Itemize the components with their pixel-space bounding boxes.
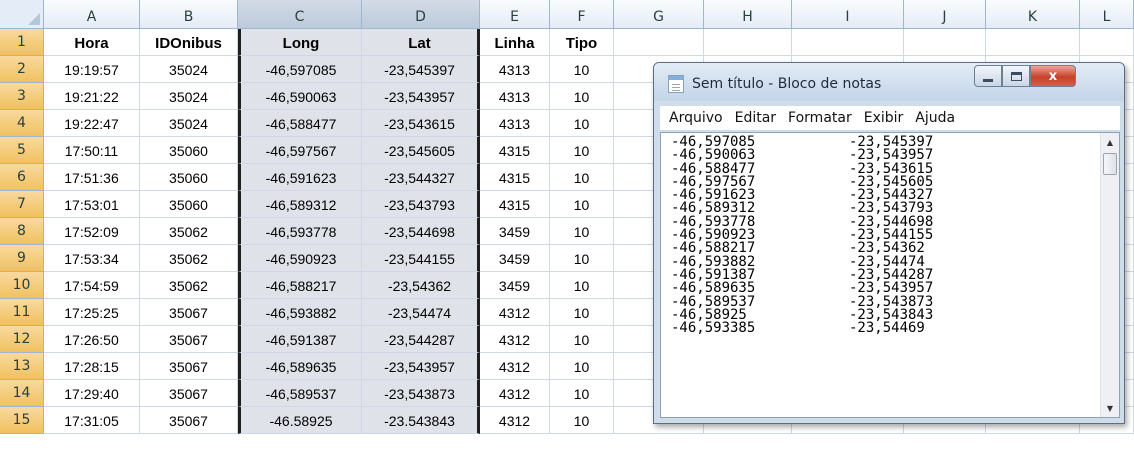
cell-f7[interactable]: 10 — [550, 191, 614, 218]
cell-e1[interactable]: Linha — [480, 29, 550, 56]
notepad-longitude: -46,589635 — [671, 280, 756, 297]
cell-a9[interactable]: 17:53:34 — [44, 245, 140, 272]
column-header-d[interactable]: D — [362, 0, 480, 29]
row-header[interactable]: 13 — [0, 353, 44, 380]
cell-a15[interactable]: 17:31:05 — [44, 407, 140, 434]
cell-c8[interactable]: -46,593778 — [238, 218, 362, 245]
cell-d7[interactable]: -23,543793 — [362, 191, 480, 218]
cell-b6[interactable]: 35060 — [140, 164, 238, 191]
notepad-longitude: -46,593882 — [671, 253, 756, 270]
row-header[interactable]: 12 — [0, 326, 44, 353]
cell-f3[interactable]: 10 — [550, 83, 614, 110]
cell-e13[interactable]: 4312 — [480, 353, 550, 380]
cell-f8[interactable]: 10 — [550, 218, 614, 245]
cell-f6[interactable]: 10 — [550, 164, 614, 191]
cell-b3[interactable]: 35024 — [140, 83, 238, 110]
notepad-latitude: -23,544698 — [849, 213, 934, 230]
notepad-latitude: -23,543957 — [849, 280, 934, 297]
row-header[interactable]: 4 — [0, 110, 44, 137]
row-header[interactable]: 3 — [0, 83, 44, 110]
notepad-longitude: -46,597567 — [671, 173, 756, 190]
notepad-latitude: -23,545605 — [849, 173, 934, 190]
column-header-row — [0, 0, 1134, 29]
notepad-longitude: -46,597085 — [671, 134, 756, 150]
row-header[interactable]: 6 — [0, 164, 44, 191]
cell-k1[interactable] — [986, 29, 1080, 56]
notepad-line — [671, 322, 933, 335]
cell-f2[interactable]: 10 — [550, 56, 614, 83]
cell-f13[interactable]: 10 — [550, 353, 614, 380]
cell-a8[interactable]: 17:52:09 — [44, 218, 140, 245]
notepad-icon — [668, 75, 684, 93]
cell-c1[interactable]: Long — [238, 29, 362, 56]
cell-b14[interactable]: 35067 — [140, 380, 238, 407]
cell-c2[interactable]: -46,597085 — [238, 56, 362, 83]
cell-a5[interactable]: 17:50:11 — [44, 137, 140, 164]
menu-exibir[interactable]: Exibir — [863, 110, 904, 126]
notepad-latitude: -23,54469 — [849, 320, 925, 337]
cell-b15[interactable]: 35067 — [140, 407, 238, 434]
cell-f1[interactable]: Tipo — [550, 29, 614, 56]
cell-d6[interactable]: -23,544327 — [362, 164, 480, 191]
cell-d13[interactable]: -23,543957 — [362, 353, 480, 380]
cell-g1[interactable] — [614, 29, 704, 56]
cell-b5[interactable]: 35060 — [140, 137, 238, 164]
cell-b2[interactable]: 35024 — [140, 56, 238, 83]
minimize-icon — [983, 79, 993, 82]
cell-e5[interactable]: 4315 — [480, 137, 550, 164]
close-button[interactable] — [1030, 65, 1076, 87]
notepad-longitude: -46,590063 — [671, 147, 756, 164]
column-header-l[interactable]: L — [1080, 0, 1134, 29]
notepad-longitude: -46,591623 — [671, 187, 756, 204]
notepad-longitude: -46,593385 — [671, 320, 756, 337]
cell-b9[interactable]: 35062 — [140, 245, 238, 272]
cell-c6[interactable]: -46,591623 — [238, 164, 362, 191]
cell-a6[interactable]: 17:51:36 — [44, 164, 140, 191]
row-header[interactable]: 1 — [0, 29, 44, 56]
column-header-b[interactable]: B — [140, 0, 238, 29]
notepad-window[interactable] — [653, 62, 1125, 424]
cell-e7[interactable]: 4315 — [480, 191, 550, 218]
cell-e9[interactable]: 3459 — [480, 245, 550, 272]
cell-f9[interactable]: 10 — [550, 245, 614, 272]
column-header-c[interactable]: C — [238, 0, 362, 29]
scroll-down-icon[interactable]: ▼ — [1106, 403, 1114, 413]
cell-a4[interactable]: 19:22:47 — [44, 110, 140, 137]
notepad-titlebar[interactable] — [654, 63, 1124, 101]
notepad-longitude: -46,591387 — [671, 266, 756, 283]
cell-d12[interactable]: -23,544287 — [362, 326, 480, 353]
row-header[interactable]: 10 — [0, 272, 44, 299]
cell-a7[interactable]: 17:53:01 — [44, 191, 140, 218]
row-header[interactable]: 7 — [0, 191, 44, 218]
notepad-text-area[interactable] — [660, 132, 1120, 418]
notepad-latitude: -23,543873 — [849, 293, 934, 310]
cell-c7[interactable]: -46,589312 — [238, 191, 362, 218]
row-header[interactable]: 15 — [0, 407, 44, 434]
cell-a11[interactable]: 17:25:25 — [44, 299, 140, 326]
cell-c10[interactable]: -46,588217 — [238, 272, 362, 299]
select-all-corner[interactable] — [0, 0, 44, 29]
cell-b12[interactable]: 35067 — [140, 326, 238, 353]
notepad-longitude: -46,593778 — [671, 213, 756, 230]
cell-b7[interactable]: 35060 — [140, 191, 238, 218]
table-row — [0, 29, 1134, 56]
cell-d3[interactable]: -23,543957 — [362, 83, 480, 110]
cell-c12[interactable]: -46,591387 — [238, 326, 362, 353]
column-header-g[interactable]: G — [614, 0, 704, 29]
minimize-button[interactable] — [974, 65, 1002, 87]
cell-c15[interactable]: -46.58925 — [238, 407, 362, 434]
cell-l1[interactable] — [1080, 29, 1134, 56]
cell-f12[interactable]: 10 — [550, 326, 614, 353]
scrollbar-thumb[interactable] — [1103, 153, 1117, 175]
cell-a14[interactable]: 17:29:40 — [44, 380, 140, 407]
row-header[interactable]: 9 — [0, 245, 44, 272]
menu-arquivo[interactable]: Arquivo — [669, 110, 723, 126]
cell-f15[interactable]: 10 — [550, 407, 614, 434]
cell-h1[interactable] — [704, 29, 792, 56]
cell-d4[interactable]: -23,543615 — [362, 110, 480, 137]
cell-d2[interactable]: -23,545397 — [362, 56, 480, 83]
row-header[interactable]: 11 — [0, 299, 44, 326]
menu-ajuda[interactable]: Ajuda — [915, 110, 956, 126]
cell-a1[interactable]: Hora — [44, 29, 140, 56]
menu-editar[interactable]: Editar — [734, 110, 777, 126]
column-header-j[interactable]: J — [904, 0, 986, 29]
cell-e2[interactable]: 4313 — [480, 56, 550, 83]
cell-c11[interactable]: -46,593882 — [238, 299, 362, 326]
notepad-latitude: -23,54362 — [849, 240, 925, 257]
cell-e6[interactable]: 4315 — [480, 164, 550, 191]
row-header[interactable]: 5 — [0, 137, 44, 164]
cell-b4[interactable]: 35024 — [140, 110, 238, 137]
cell-j1[interactable] — [904, 29, 986, 56]
cell-b11[interactable]: 35067 — [140, 299, 238, 326]
row-header[interactable]: 14 — [0, 380, 44, 407]
column-header-f[interactable]: F — [550, 0, 614, 29]
cell-d15[interactable]: -23.543843 — [362, 407, 480, 434]
row-header[interactable]: 8 — [0, 218, 44, 245]
cell-e4[interactable]: 4313 — [480, 110, 550, 137]
cell-b10[interactable]: 35062 — [140, 272, 238, 299]
notepad-title: Sem título - Bloco de notas — [692, 76, 882, 92]
cell-c5[interactable]: -46,597567 — [238, 137, 362, 164]
select-all-triangle-icon — [28, 13, 40, 25]
notepad-latitude: -23,545397 — [849, 134, 934, 150]
cell-a10[interactable]: 17:54:59 — [44, 272, 140, 299]
cell-d1[interactable]: Lat — [362, 29, 480, 56]
notepad-longitude: -46,589537 — [671, 293, 756, 310]
notepad-latitude: -23,543957 — [849, 147, 934, 164]
notepad-latitude: -23,544327 — [849, 187, 934, 204]
close-icon: x — [1048, 68, 1058, 84]
cell-c14[interactable]: -46,589537 — [238, 380, 362, 407]
cell-e11[interactable]: 4312 — [480, 299, 550, 326]
column-header-k[interactable]: K — [986, 0, 1080, 29]
cell-a2[interactable]: 19:19:57 — [44, 56, 140, 83]
cell-f4[interactable]: 10 — [550, 110, 614, 137]
cell-e12[interactable]: 4312 — [480, 326, 550, 353]
column-header-h[interactable]: H — [704, 0, 792, 29]
notepad-menubar — [660, 106, 1120, 130]
cell-d5[interactable]: -23,545605 — [362, 137, 480, 164]
cell-b13[interactable]: 35067 — [140, 353, 238, 380]
notepad-latitude: -23,543843 — [849, 306, 934, 323]
cell-b8[interactable]: 35062 — [140, 218, 238, 245]
cell-d8[interactable]: -23,544698 — [362, 218, 480, 245]
cell-d11[interactable]: -23,54474 — [362, 299, 480, 326]
notepad-latitude: -23,543615 — [849, 160, 934, 177]
column-header-e[interactable]: E — [480, 0, 550, 29]
notepad-text — [671, 136, 933, 335]
cell-e15[interactable]: 4312 — [480, 407, 550, 434]
cell-a3[interactable]: 19:21:22 — [44, 83, 140, 110]
cell-a12[interactable]: 17:26:50 — [44, 326, 140, 353]
column-header-a[interactable]: A — [44, 0, 140, 29]
cell-c9[interactable]: -46,590923 — [238, 245, 362, 272]
notepad-longitude: -46,58925 — [671, 306, 747, 323]
cell-c3[interactable]: -46,590063 — [238, 83, 362, 110]
cell-d14[interactable]: -23,543873 — [362, 380, 480, 407]
cell-b1[interactable]: IDOnibus — [140, 29, 238, 56]
scroll-up-icon[interactable]: ▲ — [1106, 137, 1114, 147]
vertical-scrollbar[interactable] — [1100, 133, 1119, 417]
cell-c13[interactable]: -46,589635 — [238, 353, 362, 380]
notepad-latitude: -23,543793 — [849, 200, 934, 217]
column-header-i[interactable]: I — [792, 0, 904, 29]
cell-a13[interactable]: 17:28:15 — [44, 353, 140, 380]
row-header[interactable]: 2 — [0, 56, 44, 83]
cell-f5[interactable]: 10 — [550, 137, 614, 164]
menu-formatar[interactable]: Formatar — [788, 110, 852, 126]
cell-i1[interactable] — [792, 29, 904, 56]
cell-d10[interactable]: -23,54362 — [362, 272, 480, 299]
cell-e10[interactable]: 3459 — [480, 272, 550, 299]
cell-e14[interactable]: 4312 — [480, 380, 550, 407]
cell-f11[interactable]: 10 — [550, 299, 614, 326]
cell-f10[interactable]: 10 — [550, 272, 614, 299]
maximize-button[interactable] — [1002, 65, 1030, 87]
cell-f14[interactable]: 10 — [550, 380, 614, 407]
notepad-latitude: -23,544287 — [849, 266, 934, 283]
cell-c4[interactable]: -46,588477 — [238, 110, 362, 137]
cell-d9[interactable]: -23,544155 — [362, 245, 480, 272]
maximize-icon — [1011, 72, 1022, 81]
notepad-longitude: -46,589312 — [671, 200, 756, 217]
cell-e8[interactable]: 3459 — [480, 218, 550, 245]
notepad-longitude: -46,588217 — [671, 240, 756, 257]
notepad-latitude: -23,544155 — [849, 227, 934, 244]
notepad-longitude: -46,590923 — [671, 227, 756, 244]
notepad-longitude: -46,588477 — [671, 160, 756, 177]
notepad-latitude: -23,54474 — [849, 253, 925, 270]
cell-e3[interactable]: 4313 — [480, 83, 550, 110]
